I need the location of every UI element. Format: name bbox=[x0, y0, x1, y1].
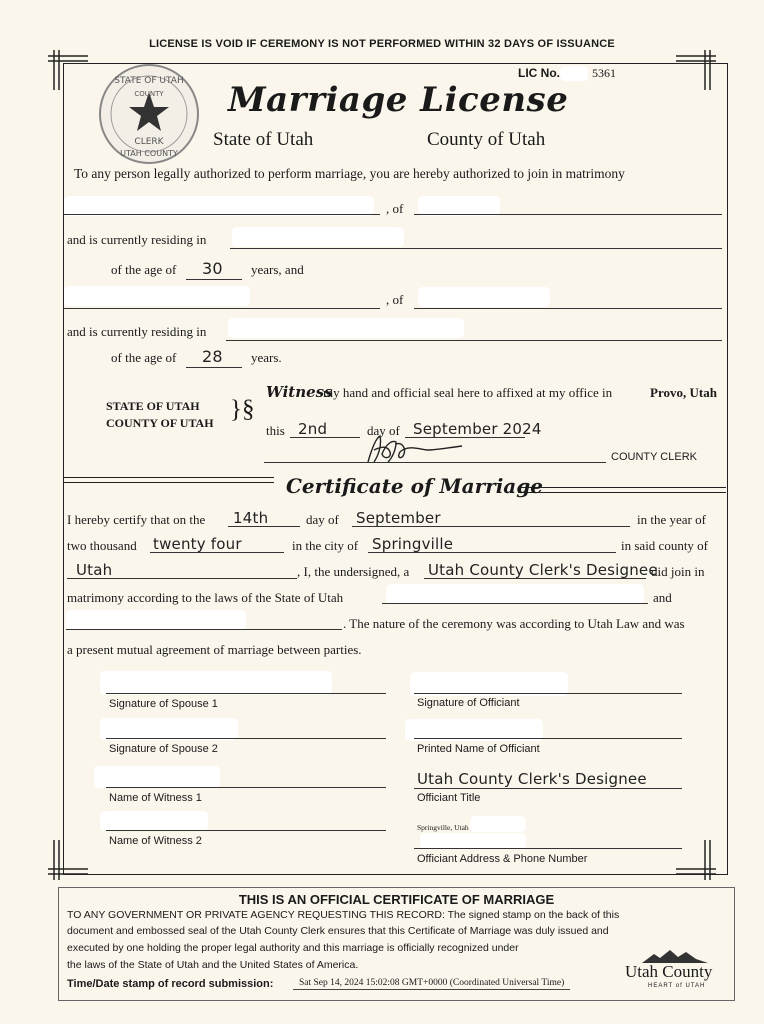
witness-word: Witness bbox=[266, 383, 333, 401]
cert-officiant-role: Utah County Clerk's Designee bbox=[428, 561, 658, 579]
redaction bbox=[418, 287, 550, 307]
county-clerk-label: COUNTY CLERK bbox=[611, 451, 697, 463]
redaction bbox=[94, 766, 220, 788]
cert-county: Utah bbox=[76, 561, 113, 579]
official-line-3: executed by one holding the proper legal authority and this marriage is officially recognized under bbox=[67, 942, 519, 954]
corner-ornament-top-right bbox=[676, 50, 716, 90]
redaction bbox=[232, 227, 404, 247]
age-suffix-1: years, and bbox=[251, 262, 304, 277]
certificate-title: Certificate of Marriage bbox=[286, 474, 543, 498]
redaction bbox=[64, 286, 250, 306]
and-label: and bbox=[653, 590, 672, 605]
official-line-2: document and embossed seal of the Utah County Clerk ensures that this Certificate of Marriage was duly issued and bbox=[67, 925, 609, 937]
officiant-title-value: Utah County Clerk's Designee bbox=[417, 770, 647, 788]
officiant-address-label: Officiant Address & Phone Number bbox=[417, 853, 588, 865]
cert-city: Springville bbox=[372, 535, 454, 553]
seal-county-text: COUNTY bbox=[134, 90, 164, 98]
redaction bbox=[470, 816, 526, 832]
redaction bbox=[100, 671, 332, 695]
agreement-text: a present mutual agreement of marriage between parties. bbox=[67, 642, 362, 657]
logo-name: Utah County bbox=[625, 962, 713, 981]
redaction bbox=[100, 718, 238, 740]
timestamp-value: Sat Sep 14, 2024 15:02:08 GMT+0000 (Coordinated Universal Time) bbox=[293, 978, 570, 990]
license-day: 2nd bbox=[298, 420, 328, 438]
lic-number: 5361 bbox=[592, 66, 616, 80]
official-line-4: the laws of the State of Utah and the United States of America. bbox=[67, 959, 359, 971]
redaction bbox=[420, 833, 526, 849]
day-of-label: day of bbox=[367, 423, 400, 438]
in-year-of: in the year of bbox=[637, 512, 706, 527]
license-intro: To any person legally authorized to perform marriage, you are hereby authorized to join in matrimony bbox=[74, 166, 625, 181]
age-prefix-2: of the age of bbox=[111, 350, 177, 365]
spouse2-age: 28 bbox=[202, 347, 223, 366]
state-of-utah: STATE OF UTAH bbox=[106, 399, 200, 413]
void-notice: LICENSE IS VOID IF CEREMONY IS NOT PERFORMED WITHIN 32 DAYS OF ISSUANCE bbox=[149, 38, 615, 50]
clerk-signature bbox=[362, 432, 472, 466]
this-label: this bbox=[266, 423, 285, 438]
certify-prefix: I hereby certify that on the bbox=[67, 512, 206, 527]
redaction bbox=[418, 196, 500, 216]
officiant-signature-label: Signature of Officiant bbox=[417, 697, 520, 709]
redaction bbox=[560, 66, 588, 81]
witness-city: Provo, Utah bbox=[650, 385, 717, 400]
age-suffix-2: years. bbox=[251, 350, 282, 365]
county-label: County of Utah bbox=[427, 129, 546, 150]
spouse1-age: 30 bbox=[202, 259, 223, 278]
seal-bottom-text: UTAH COUNTY bbox=[120, 149, 178, 158]
printed-name-label: Printed Name of Officiant bbox=[417, 743, 540, 755]
corner-ornament-bottom-left bbox=[48, 830, 88, 880]
license-month-year: September 2024 bbox=[413, 420, 542, 438]
year-words: twenty four bbox=[153, 535, 242, 553]
seal-clerk-text: CLERK bbox=[134, 137, 164, 147]
redaction bbox=[64, 196, 374, 216]
logo-tagline: HEART of UTAH bbox=[648, 983, 706, 989]
county-clerk-seal bbox=[97, 62, 201, 166]
of-label-2: , of bbox=[386, 292, 404, 307]
cert-day-of: day of bbox=[306, 512, 339, 527]
of-label-1: , of bbox=[386, 201, 404, 216]
seal-top-text: STATE OF UTAH bbox=[114, 76, 184, 86]
cert-day: 14th bbox=[233, 509, 269, 527]
age-prefix-1: of the age of bbox=[111, 262, 177, 277]
corner-ornament-bottom-right bbox=[676, 830, 716, 880]
redaction bbox=[228, 318, 464, 338]
undersigned-text: , I, the undersigned, a bbox=[297, 564, 410, 579]
spouse2-signature-label: Signature of Spouse 2 bbox=[109, 743, 218, 755]
redaction bbox=[100, 811, 208, 831]
redaction bbox=[66, 610, 246, 630]
timestamp-label: Time/Date stamp of record submission: bbox=[67, 978, 274, 990]
matrimony-laws: matrimony according to the laws of the State of Utah bbox=[67, 590, 344, 605]
corner-ornament-top-left bbox=[48, 50, 88, 90]
county-of-utah: COUNTY OF UTAH bbox=[106, 416, 214, 430]
nature-text: . The nature of the ceremony was according to Utah Law and was bbox=[343, 616, 685, 631]
two-thousand: two thousand bbox=[67, 538, 137, 553]
residing-label-2: and is currently residing in bbox=[67, 324, 207, 339]
officiant-address-value: Springville, Utah bbox=[417, 823, 469, 832]
did-join-in: did join in bbox=[651, 564, 705, 579]
witness1-label: Name of Witness 1 bbox=[109, 792, 202, 804]
official-heading: THIS IS AN OFFICIAL CERTIFICATE OF MARRIAGE bbox=[238, 892, 555, 907]
in-said-county: in said county of bbox=[621, 538, 709, 553]
redaction bbox=[386, 584, 644, 604]
state-label: State of Utah bbox=[213, 129, 314, 150]
section-brace: }§ bbox=[230, 396, 255, 423]
spouse1-signature-label: Signature of Spouse 1 bbox=[109, 698, 218, 710]
in-city-of: in the city of bbox=[292, 538, 359, 553]
cert-month: September bbox=[356, 509, 441, 527]
witness2-label: Name of Witness 2 bbox=[109, 835, 202, 847]
license-title: Marriage License bbox=[228, 80, 569, 120]
lic-label: LIC No. bbox=[518, 66, 560, 80]
witness-text: my hand and official seal here to affixed at my office in bbox=[323, 385, 613, 400]
residing-label-1: and is currently residing in bbox=[67, 232, 207, 247]
official-line-1: TO ANY GOVERNMENT OR PRIVATE AGENCY REQUESTING THIS RECORD: The signed stamp on the back of this bbox=[67, 909, 620, 921]
officiant-title-label: Officiant Title bbox=[417, 792, 481, 804]
